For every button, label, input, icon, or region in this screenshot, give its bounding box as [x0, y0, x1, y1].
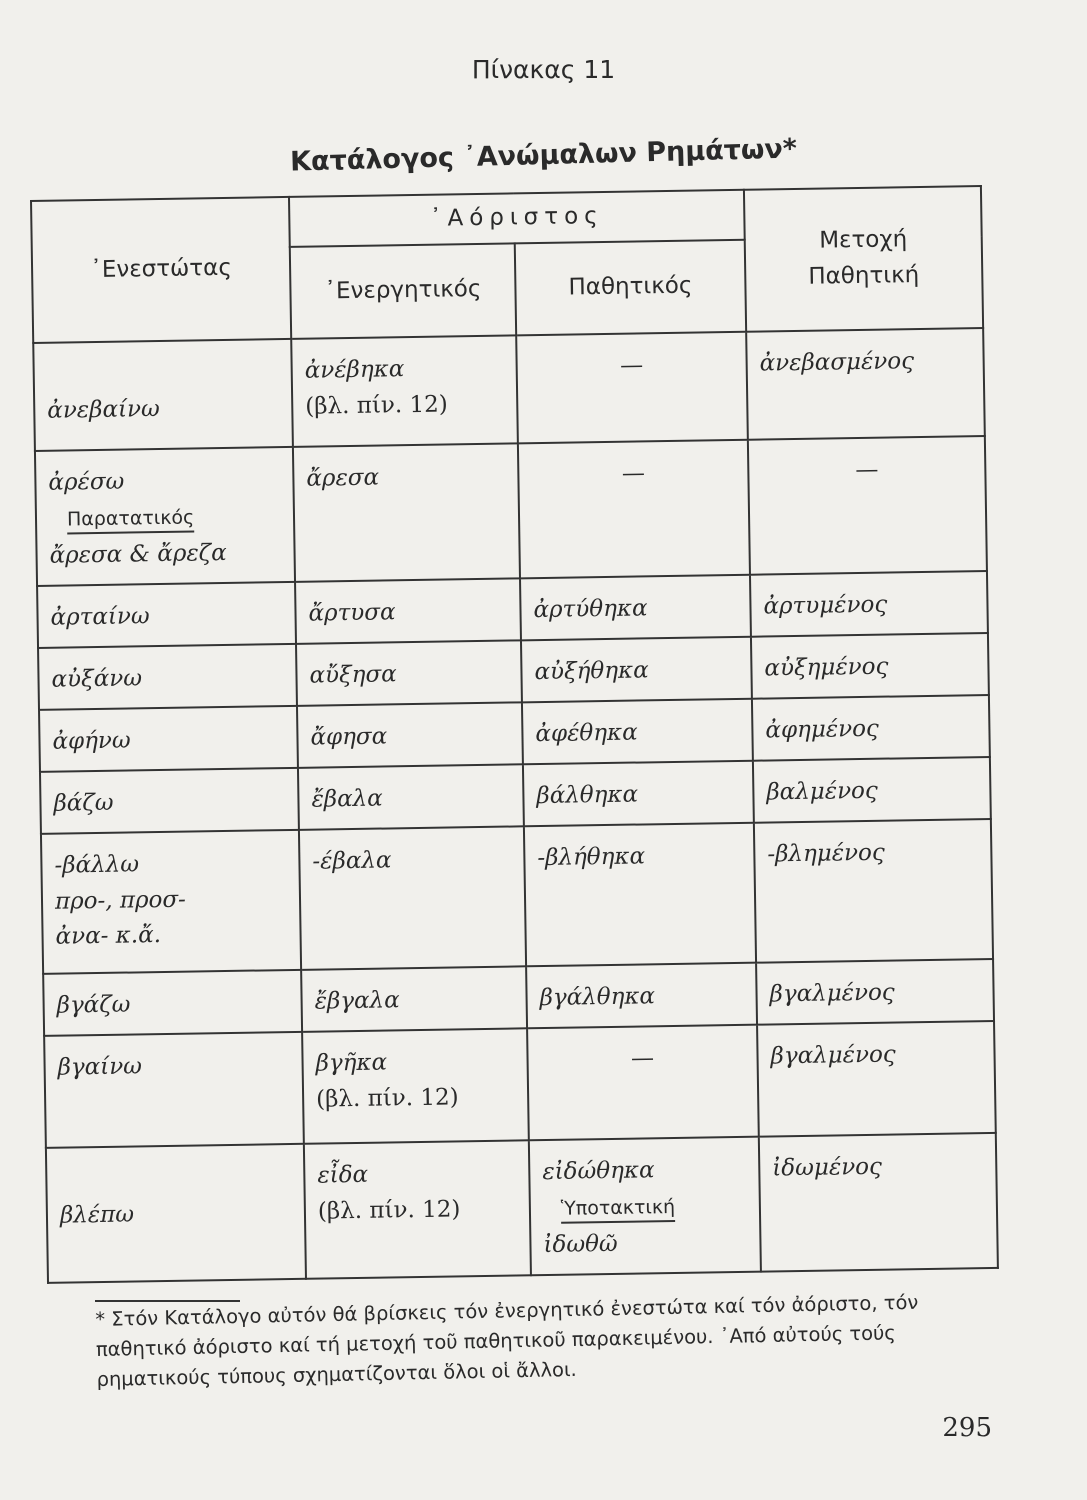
- active-cell: αὔξησα: [296, 640, 522, 706]
- table-row: [44, 1021, 996, 1148]
- present-cell: βάζω: [40, 768, 299, 834]
- header-passive: Παθητικός: [515, 240, 746, 336]
- participle-cell: αὐξημένος: [751, 633, 989, 699]
- header-present: ᾿Ενεστώτας: [31, 197, 291, 343]
- imperfect-label: Παρατατικός: [67, 504, 195, 535]
- present-cell: βλέπω: [46, 1144, 306, 1283]
- table-row: [41, 819, 993, 974]
- present-cell: ἀφήνω: [39, 706, 298, 772]
- present-cell: -βάλλω προ-, προσ- ἀνα- κ.ἄ.: [41, 830, 301, 974]
- active-cell: βγῆκα (βλ. πίν. 12): [302, 1028, 529, 1144]
- verb-table-wrapper: [30, 185, 997, 1270]
- passive-cell: —: [518, 440, 750, 578]
- participle-cell: ἀφημένος: [752, 695, 990, 761]
- active-cell: ἄφησα: [297, 702, 523, 768]
- present-cell: βγάζω: [43, 970, 302, 1036]
- participle-cell: ἀρτυμένος: [750, 571, 988, 637]
- present-cell: βγαίνω: [44, 1032, 304, 1148]
- header-row: [31, 186, 982, 251]
- header-participle-line1: Μετοχή: [819, 226, 908, 254]
- present-cell: ἀνεβαίνω: [33, 339, 293, 451]
- present-cell: αὐξάνω: [38, 644, 297, 710]
- table-number: Πίνακας 11: [471, 55, 616, 84]
- header-participle: [744, 186, 983, 332]
- passive-cell: —: [527, 1025, 759, 1141]
- participle-cell: -βλημένος: [754, 819, 993, 963]
- passive-cell: εἰδώθηκα Ὑποτακτική ἰδωθῶ: [529, 1137, 761, 1275]
- footnote: * Στόν Κατάλογο αὐτόν θά βρίσκεις τόν ἐνεργητικό ἐνεστώτα καί τόν ἀόριστο, τόν παθητικό ἀόριστο καί τή μετοχή τοῦ παθητικοῦ παρακειμένου. ᾿Από αὐτούς τούς ρηματικούς τύπους σχηματίζονται ὅλοι οἱ ἄλλοι.: [95, 1290, 919, 1392]
- passive-cell: αὐξήθηκα: [521, 637, 752, 703]
- passive-cell: -βλήθηκα: [524, 823, 756, 967]
- active-cell: ἄρτυσα: [295, 578, 521, 644]
- active-cell: ἔβαλα: [298, 764, 524, 830]
- participle-cell: βαλμένος: [753, 757, 991, 823]
- passive-cell: βάλθηκα: [523, 761, 754, 827]
- present-cell: ἀρταίνω: [37, 582, 296, 648]
- active-cell: -έβαλα: [299, 826, 526, 970]
- subjunctive-label: Ὑποτακτική: [561, 1194, 676, 1224]
- active-cell: ἀνέβηκα (βλ. πίν. 12): [291, 335, 518, 447]
- participle-cell: βγαλμένος: [756, 959, 994, 1025]
- page-title: Κατάλογος ᾿Ανώμαλων Ρημάτων*: [289, 133, 798, 178]
- passive-cell: ἀφέθηκα: [522, 699, 753, 765]
- header-active: ᾿Ενεργητικός: [290, 243, 516, 339]
- irregular-verbs-table: [30, 185, 999, 1284]
- table-row: [35, 436, 987, 586]
- passive-cell: ἀρτύθηκα: [520, 575, 751, 641]
- participle-cell: βγαλμένος: [757, 1021, 996, 1137]
- header-participle-line2: Παθητική: [808, 262, 920, 290]
- participle-cell: —: [748, 436, 987, 575]
- passive-cell: βγάλθηκα: [526, 963, 757, 1029]
- participle-cell: ἰδωμένος: [759, 1133, 998, 1272]
- header-aorist: ᾿Αόριστος: [289, 190, 745, 247]
- active-cell: ἄρεσα: [293, 443, 520, 581]
- active-cell: ἔβγαλα: [301, 966, 527, 1032]
- passive-cell: —: [516, 332, 748, 444]
- table-row: [33, 328, 985, 451]
- active-cell: εἶδα (βλ. πίν. 12): [304, 1140, 531, 1278]
- participle-cell: ἀνεβασμένος: [746, 328, 985, 440]
- table-row: [46, 1133, 998, 1283]
- present-cell: ἀρέσω Παρατατικός ἄρεσα & ἄρεζα: [35, 447, 295, 586]
- page-number: 295: [942, 1413, 992, 1443]
